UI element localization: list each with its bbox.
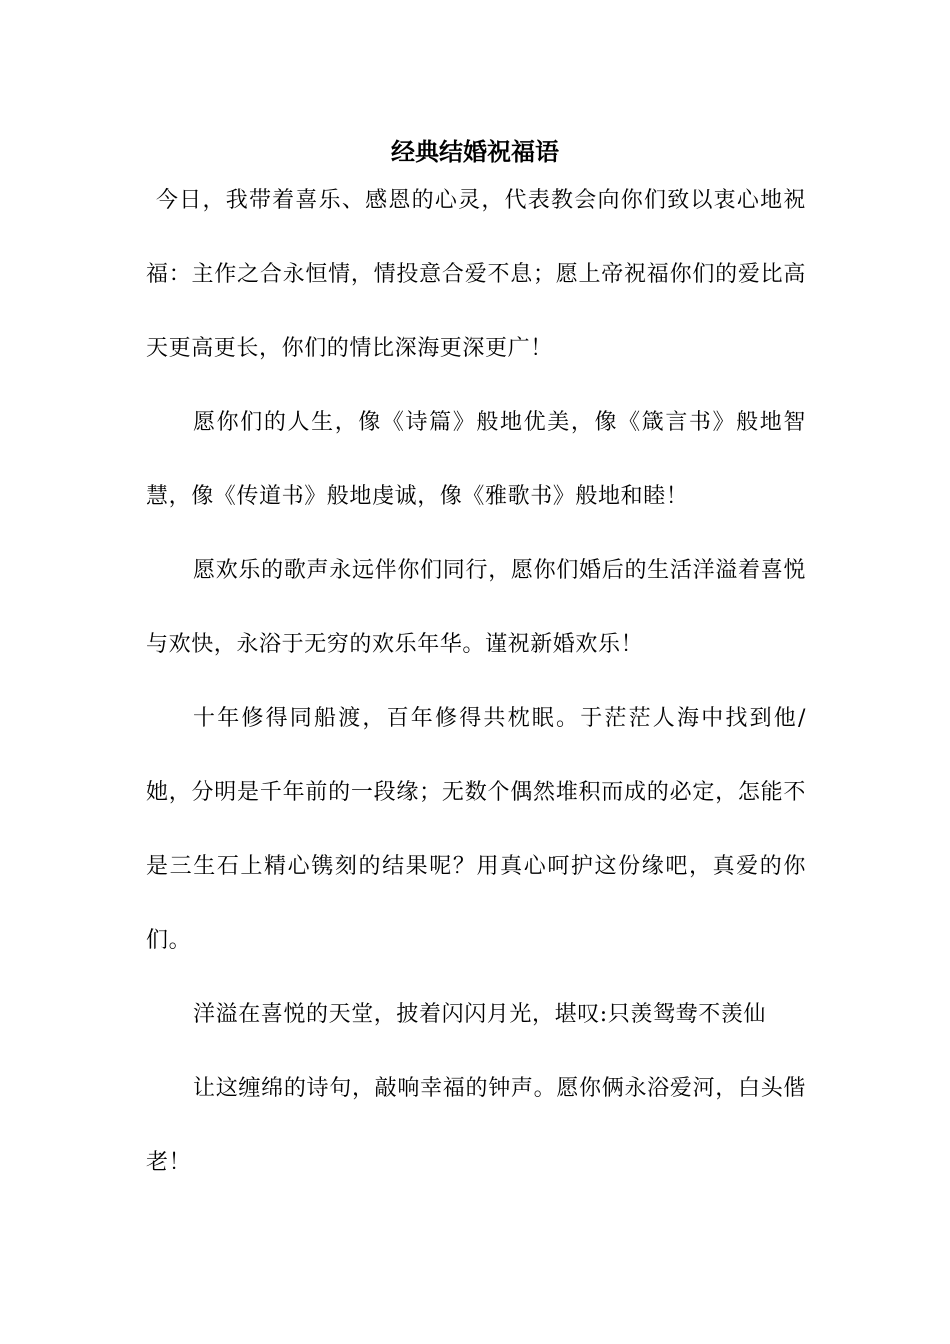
paragraph-5: 洋溢在喜悦的天堂，披着闪闪月光，堪叹:只羡鸳鸯不羡仙 [193,1002,767,1027]
paragraph-6: 让这缠绵的诗句，敲响幸福的钟声。愿你俩永浴爱河，白头偕老！ [146,1076,806,1175]
paragraph-1: 今日，我带着喜乐、感恩的心灵，代表教会向你们致以衷心地祝福：主作之合永恒情，情投意合爱不息；愿上帝祝福你们的爱比高天更高更长，你们的情比深海更深更广！ [146,188,806,361]
document-title: 经典结婚祝福语 [391,137,559,166]
paragraph-3: 愿欢乐的歌声永远伴你们同行，愿你们婚后的生活洋溢着喜悦与欢快，永浴于无穷的欢乐年华。谨祝新婚欢乐！ [146,558,806,657]
paragraph-4: 十年修得同船渡，百年修得共枕眠。于茫茫人海中找到他/她，分明是千年前的一段缘；无数个偶然堆积而成的必定，怎能不是三生石上精心镌刻的结果呢？用真心呵护这份缘吧，真爱的你们。 [146,706,806,953]
paragraph-2: 愿你们的人生，像《诗篇》般地优美，像《箴言书》般地智慧，像《传道书》般地虔诚，像《雅歌书》般地和睦！ [146,410,806,509]
